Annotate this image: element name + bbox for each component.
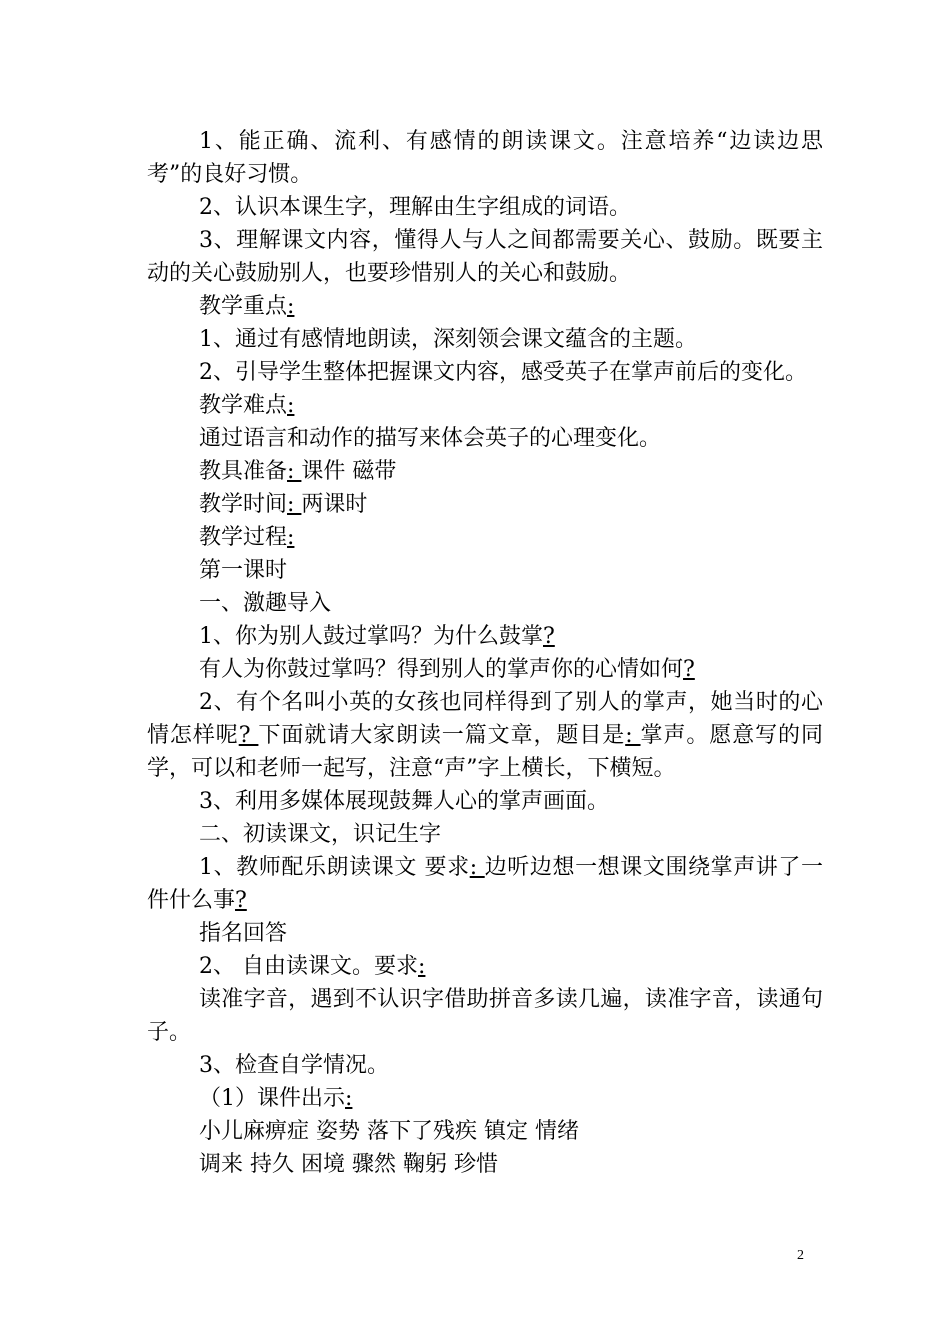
paragraph bbox=[147, 125, 823, 191]
text-run: 有人为你鼓过掌吗？得到别人的掌声你的心情如何 bbox=[199, 657, 684, 682]
paragraph bbox=[147, 1082, 823, 1115]
paragraph bbox=[147, 851, 823, 917]
page-number: 2 bbox=[797, 1248, 804, 1263]
paragraph bbox=[147, 422, 823, 455]
underlined-text: : bbox=[345, 1086, 353, 1111]
paragraph bbox=[147, 818, 823, 851]
text-run: 2、有个名叫小英的女孩也同样得到了别人的掌声，她当时的心情怎样呢 bbox=[147, 690, 823, 748]
text-run: 通过语言和动作的描写来体会英子的心理变化。 bbox=[199, 426, 662, 451]
paragraph bbox=[147, 290, 823, 323]
underlined-text: : bbox=[469, 855, 485, 880]
underlined-text: ? bbox=[238, 723, 259, 748]
paragraph bbox=[147, 983, 823, 1049]
text-run: 两课时 bbox=[301, 492, 368, 517]
text-run: 2、 自由读课文。要求 bbox=[199, 954, 418, 979]
paragraph bbox=[147, 686, 823, 785]
text-run: 2、认识本课生字，理解由生字组成的词语。 bbox=[199, 195, 631, 220]
paragraph bbox=[147, 653, 823, 686]
text-run: 教具准备 bbox=[199, 459, 288, 484]
paragraph bbox=[147, 554, 823, 587]
underlined-text: ? bbox=[543, 624, 555, 649]
text-run: 调来 持久 困境 骤然 鞠躬 珍惜 bbox=[199, 1152, 498, 1177]
paragraph bbox=[147, 323, 823, 356]
text-run: 一、激趣导入 bbox=[199, 591, 332, 616]
paragraph bbox=[147, 587, 823, 620]
text-run: 1、能正确、流利、有感情的朗读课文。注意培养“边读边思考”的良好习惯。 bbox=[147, 129, 823, 187]
text-run: 3、检查自学情况。 bbox=[199, 1053, 389, 1078]
underlined-text: : bbox=[287, 525, 295, 550]
paragraph bbox=[147, 455, 823, 488]
paragraph bbox=[147, 785, 823, 818]
underlined-text: ? bbox=[235, 888, 247, 913]
text-run: 掌声。愿意写的同学，可以和老师一起写，注意“声”字上横长，下横短。 bbox=[147, 723, 823, 781]
text-run: 2、引导学生整体把握课文内容，感受英子在掌声前后的变化。 bbox=[199, 360, 807, 385]
text-run: 课件 磁带 bbox=[301, 459, 397, 484]
text-run: 教学难点 bbox=[199, 393, 288, 418]
paragraph bbox=[147, 356, 823, 389]
paragraph bbox=[147, 389, 823, 422]
text-run: （1）课件出示 bbox=[199, 1086, 345, 1111]
underlined-text: ? bbox=[683, 657, 695, 682]
underlined-text: : bbox=[287, 294, 295, 319]
text-run: 1、教师配乐朗读课文 要求 bbox=[199, 855, 470, 880]
paragraph bbox=[147, 950, 823, 983]
underlined-text: : bbox=[287, 459, 302, 484]
underlined-text: : bbox=[625, 723, 641, 748]
paragraph bbox=[147, 1115, 823, 1148]
paragraph bbox=[147, 488, 823, 521]
underlined-text: : bbox=[418, 954, 426, 979]
paragraph bbox=[147, 917, 823, 950]
text-run: 二、初读课文，识记生字 bbox=[199, 822, 442, 847]
document-body bbox=[147, 125, 823, 1181]
text-run: 第一课时 bbox=[199, 558, 288, 583]
paragraph bbox=[147, 224, 823, 290]
text-run: 3、理解课文内容，懂得人与人之间都需要关心、鼓励。既要主动的关心鼓励别人，也要珍惜别人的关心和鼓励。 bbox=[147, 228, 823, 286]
text-run: 教学时间 bbox=[199, 492, 288, 517]
text-run: 边听边想一想课文围绕掌声讲了一件什么事 bbox=[147, 855, 823, 913]
paragraph bbox=[147, 620, 823, 653]
text-run: 教学过程 bbox=[199, 525, 288, 550]
paragraph bbox=[147, 191, 823, 224]
text-run: 1、通过有感情地朗读，深刻领会课文蕴含的主题。 bbox=[199, 327, 697, 352]
text-run: 小儿麻痹症 姿势 落下了残疾 镇定 情绪 bbox=[199, 1119, 579, 1144]
underlined-text: : bbox=[287, 492, 302, 517]
underlined-text: : bbox=[287, 393, 295, 418]
text-run: 3、利用多媒体展现鼓舞人心的掌声画面。 bbox=[199, 789, 609, 814]
paragraph bbox=[147, 521, 823, 554]
text-run: 下面就请大家朗读一篇文章，题目是 bbox=[258, 723, 626, 748]
text-run: 读准字音，遇到不认识字借助拼音多读几遍，读准字音，读通句子。 bbox=[147, 987, 823, 1045]
paragraph bbox=[147, 1148, 823, 1181]
text-run: 1、你为别人鼓过掌吗？为什么鼓掌 bbox=[199, 624, 543, 649]
text-run: 教学重点 bbox=[199, 294, 288, 319]
text-run: 指名回答 bbox=[199, 921, 288, 946]
paragraph bbox=[147, 1049, 823, 1082]
